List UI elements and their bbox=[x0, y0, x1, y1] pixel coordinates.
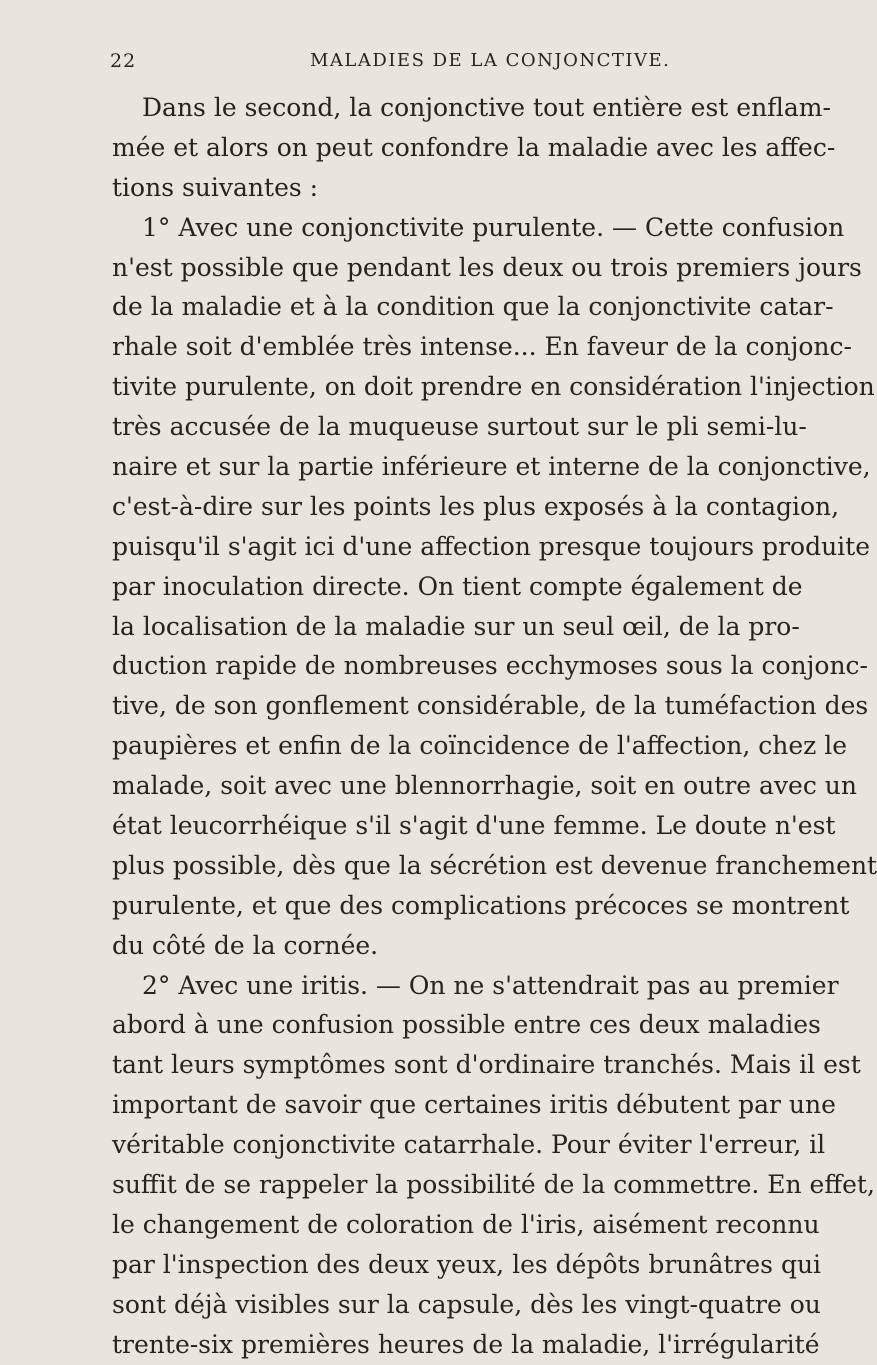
text-line: paupières et enfin de la coïncidence de l'affection, chez le bbox=[112, 731, 848, 761]
text-line: sont déjà visibles sur la capsule, dès les vingt-quatre ou bbox=[112, 1289, 821, 1319]
text-line: duction rapide de nombreuses ecchymoses sous la conjonc- bbox=[112, 651, 868, 681]
text-line: plus possible, dès que la sécrétion est devenue franchement bbox=[112, 850, 877, 880]
text-line: tivite purulente, on doit prendre en considération l'injection bbox=[112, 372, 875, 402]
text-line: suffit de se rappeler la possibilité de la commettre. En effet, bbox=[112, 1170, 875, 1200]
text-line: rhale soit d'emblée très intense... En faveur de la conjonc- bbox=[112, 332, 852, 362]
text-line: Dans le second, la conjonctive tout entière est enflam- bbox=[142, 93, 831, 122]
text-line: n'est possible que pendant les deux ou trois premiers jours bbox=[112, 252, 862, 282]
text-line: important de savoir que certaines iritis débutent par une bbox=[112, 1090, 836, 1120]
text-line: tant leurs symptômes sont d'ordinaire tranchés. Mais il est bbox=[112, 1050, 861, 1080]
body-text bbox=[112, 88, 877, 1365]
text-line: la localisation de la maladie sur un seul œil, de la pro- bbox=[112, 611, 800, 641]
text-line: abord à une confusion possible entre ces deux maladies bbox=[112, 1010, 821, 1040]
text-line: du côté de la cornée. bbox=[112, 930, 379, 960]
text-line: naire et sur la partie inférieure et interne de la conjonctive, bbox=[112, 452, 871, 482]
text-line: état leucorrhéique s'il s'agit d'une femme. Le doute n'est bbox=[112, 811, 836, 841]
text-line: mée et alors on peut confondre la maladie avec les affec- bbox=[112, 132, 836, 162]
text-line: 2° Avec une iritis. — On ne s'attendrait pas au premier bbox=[142, 970, 839, 1000]
text-line: tive, de son gonflement considérable, de la tuméfaction des bbox=[112, 691, 869, 721]
running-title: MALADIES DE LA CONJONCTIVE. bbox=[310, 50, 671, 71]
text-line: véritable conjonctivite catarrhale. Pour éviter l'erreur, il bbox=[112, 1130, 826, 1160]
text-line: par inoculation directe. On tient compte également de bbox=[112, 571, 803, 601]
text-line: puisqu'il s'agit ici d'une affection presque toujours produite bbox=[112, 531, 871, 561]
text-line: c'est-à-dire sur les points les plus exposés à la contagion, bbox=[112, 491, 840, 521]
text-line: malade, soit avec une blennorrhagie, soit en outre avec un bbox=[112, 771, 858, 801]
text-line: trente-six premières heures de la maladie, l'irrégularité bbox=[112, 1329, 820, 1359]
text-line: 1° Avec une conjonctivite purulente. — Cette confusion bbox=[142, 212, 845, 242]
text-line: par l'inspection des deux yeux, les dépôts brunâtres qui bbox=[112, 1249, 822, 1279]
text-line: de la maladie et à la condition que la conjonctivite catar- bbox=[112, 292, 834, 322]
text-line: très accusée de la muqueuse surtout sur le pli semi-lu- bbox=[112, 412, 807, 442]
text-line: tions suivantes : bbox=[112, 172, 319, 202]
page-header bbox=[110, 50, 750, 80]
page-number: 22 bbox=[110, 50, 137, 72]
text-line: le changement de coloration de l'iris, aisément reconnu bbox=[112, 1209, 820, 1239]
text-line: purulente, et que des complications précoces se montrent bbox=[112, 890, 850, 920]
